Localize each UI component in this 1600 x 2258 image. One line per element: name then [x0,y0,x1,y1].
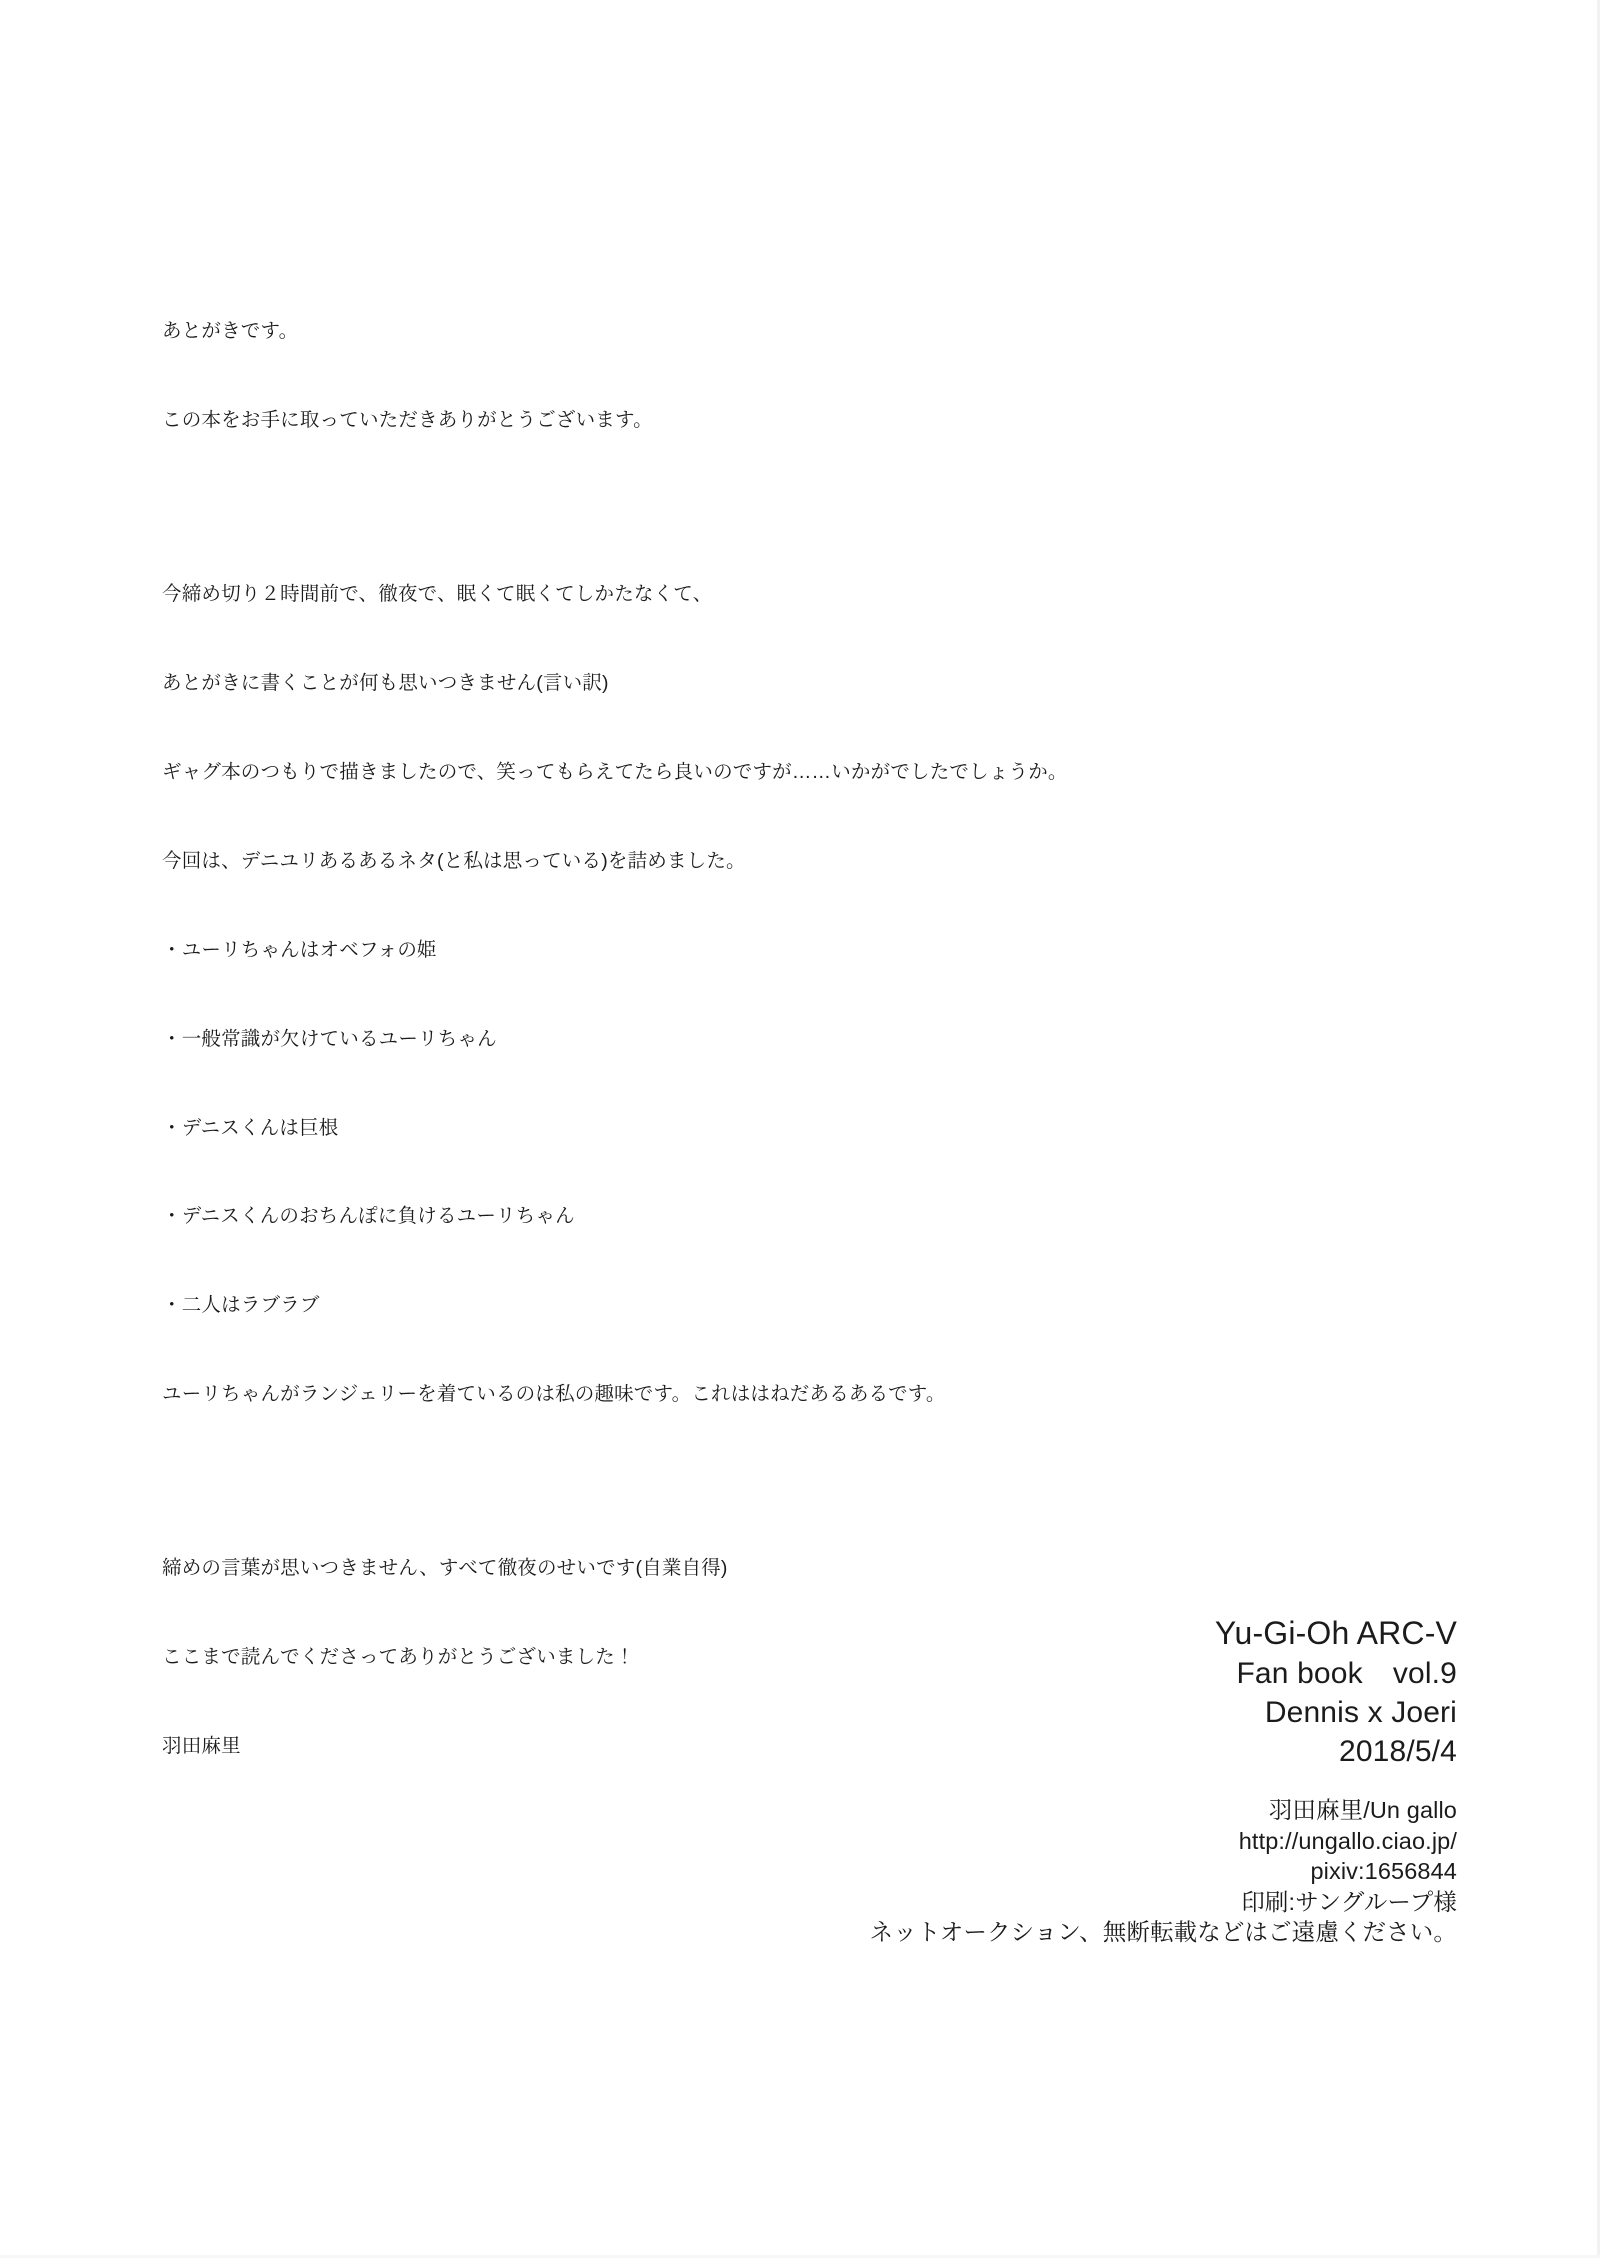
afterword-line: あとがきに書くことが何も思いつきません(言い訳) [162,672,609,695]
afterword-text-block [162,258,1322,1821]
afterword-line: 締めの言葉が思いつきません、すべて徹夜のせいです(自業自得) [162,1557,728,1580]
colophon-notice: ネットオークション、無断転載などはご遠慮ください。 [869,1919,1457,1946]
afterword-line: 今締め切り２時間前で、徹夜で、眠くて眠くてしかたなくて、 [162,583,713,606]
colophon-circle: 羽田麻里/Un gallo [1268,1797,1457,1824]
colophon-subtitle: Fan book vol.9 [1236,1657,1457,1691]
afterword-spacer [162,1469,1322,1495]
afterword-line: この本をお手に取っていただきありがとうございます。 [162,409,653,432]
colophon-website[interactable]: http://ungallo.ciao.jp/ [1238,1827,1457,1854]
afterword-line: ここまで読んでくださってありがとうございました！ [162,1646,635,1669]
colophon-pixiv-id: pixiv:1656844 [1310,1858,1457,1885]
colophon-printer: 印刷:サングループ様 [1241,1888,1457,1915]
colophon-info-block [870,1795,1457,1948]
author-signature: 羽田麻里 [162,1735,241,1757]
afterword-spacer [162,495,1322,521]
afterword-list-item: ・一般常識が欠けているユーリちゃん [162,1027,497,1050]
colophon-title-block [870,1613,1457,1772]
afterword-line: ギャグ本のつもりで描きましたので、笑ってもらえてたら良いのですが……いかがでしたでしょうか。 [162,761,1068,783]
afterword-line: あとがきです。 [162,320,299,343]
afterword-list-item: ・二人はラブラブ [162,1294,320,1317]
afterword-list-item: ・デニスくんは巨根 [162,1116,339,1139]
afterword-line: ユーリちゃんがランジェリーを着ているのは私の趣味です。これははねだあるあるです。 [162,1383,946,1406]
afterword-list-item: ・デニスくんのおちんぽに負けるユーリちゃん [162,1205,575,1228]
afterword-list-item: ・ユーリちゃんはオベフォの姫 [162,938,437,961]
colophon-pairing: Dennis x Joeri [1264,1696,1457,1730]
colophon-date: 2018/5/4 [1339,1735,1457,1769]
colophon-title: Yu-Gi-Oh ARC-V [1214,1614,1457,1651]
colophon [870,1613,1457,1948]
afterword-line: 今回は、デニユリあるあるネタ(と私は思っている)を詰めました。 [162,849,746,872]
